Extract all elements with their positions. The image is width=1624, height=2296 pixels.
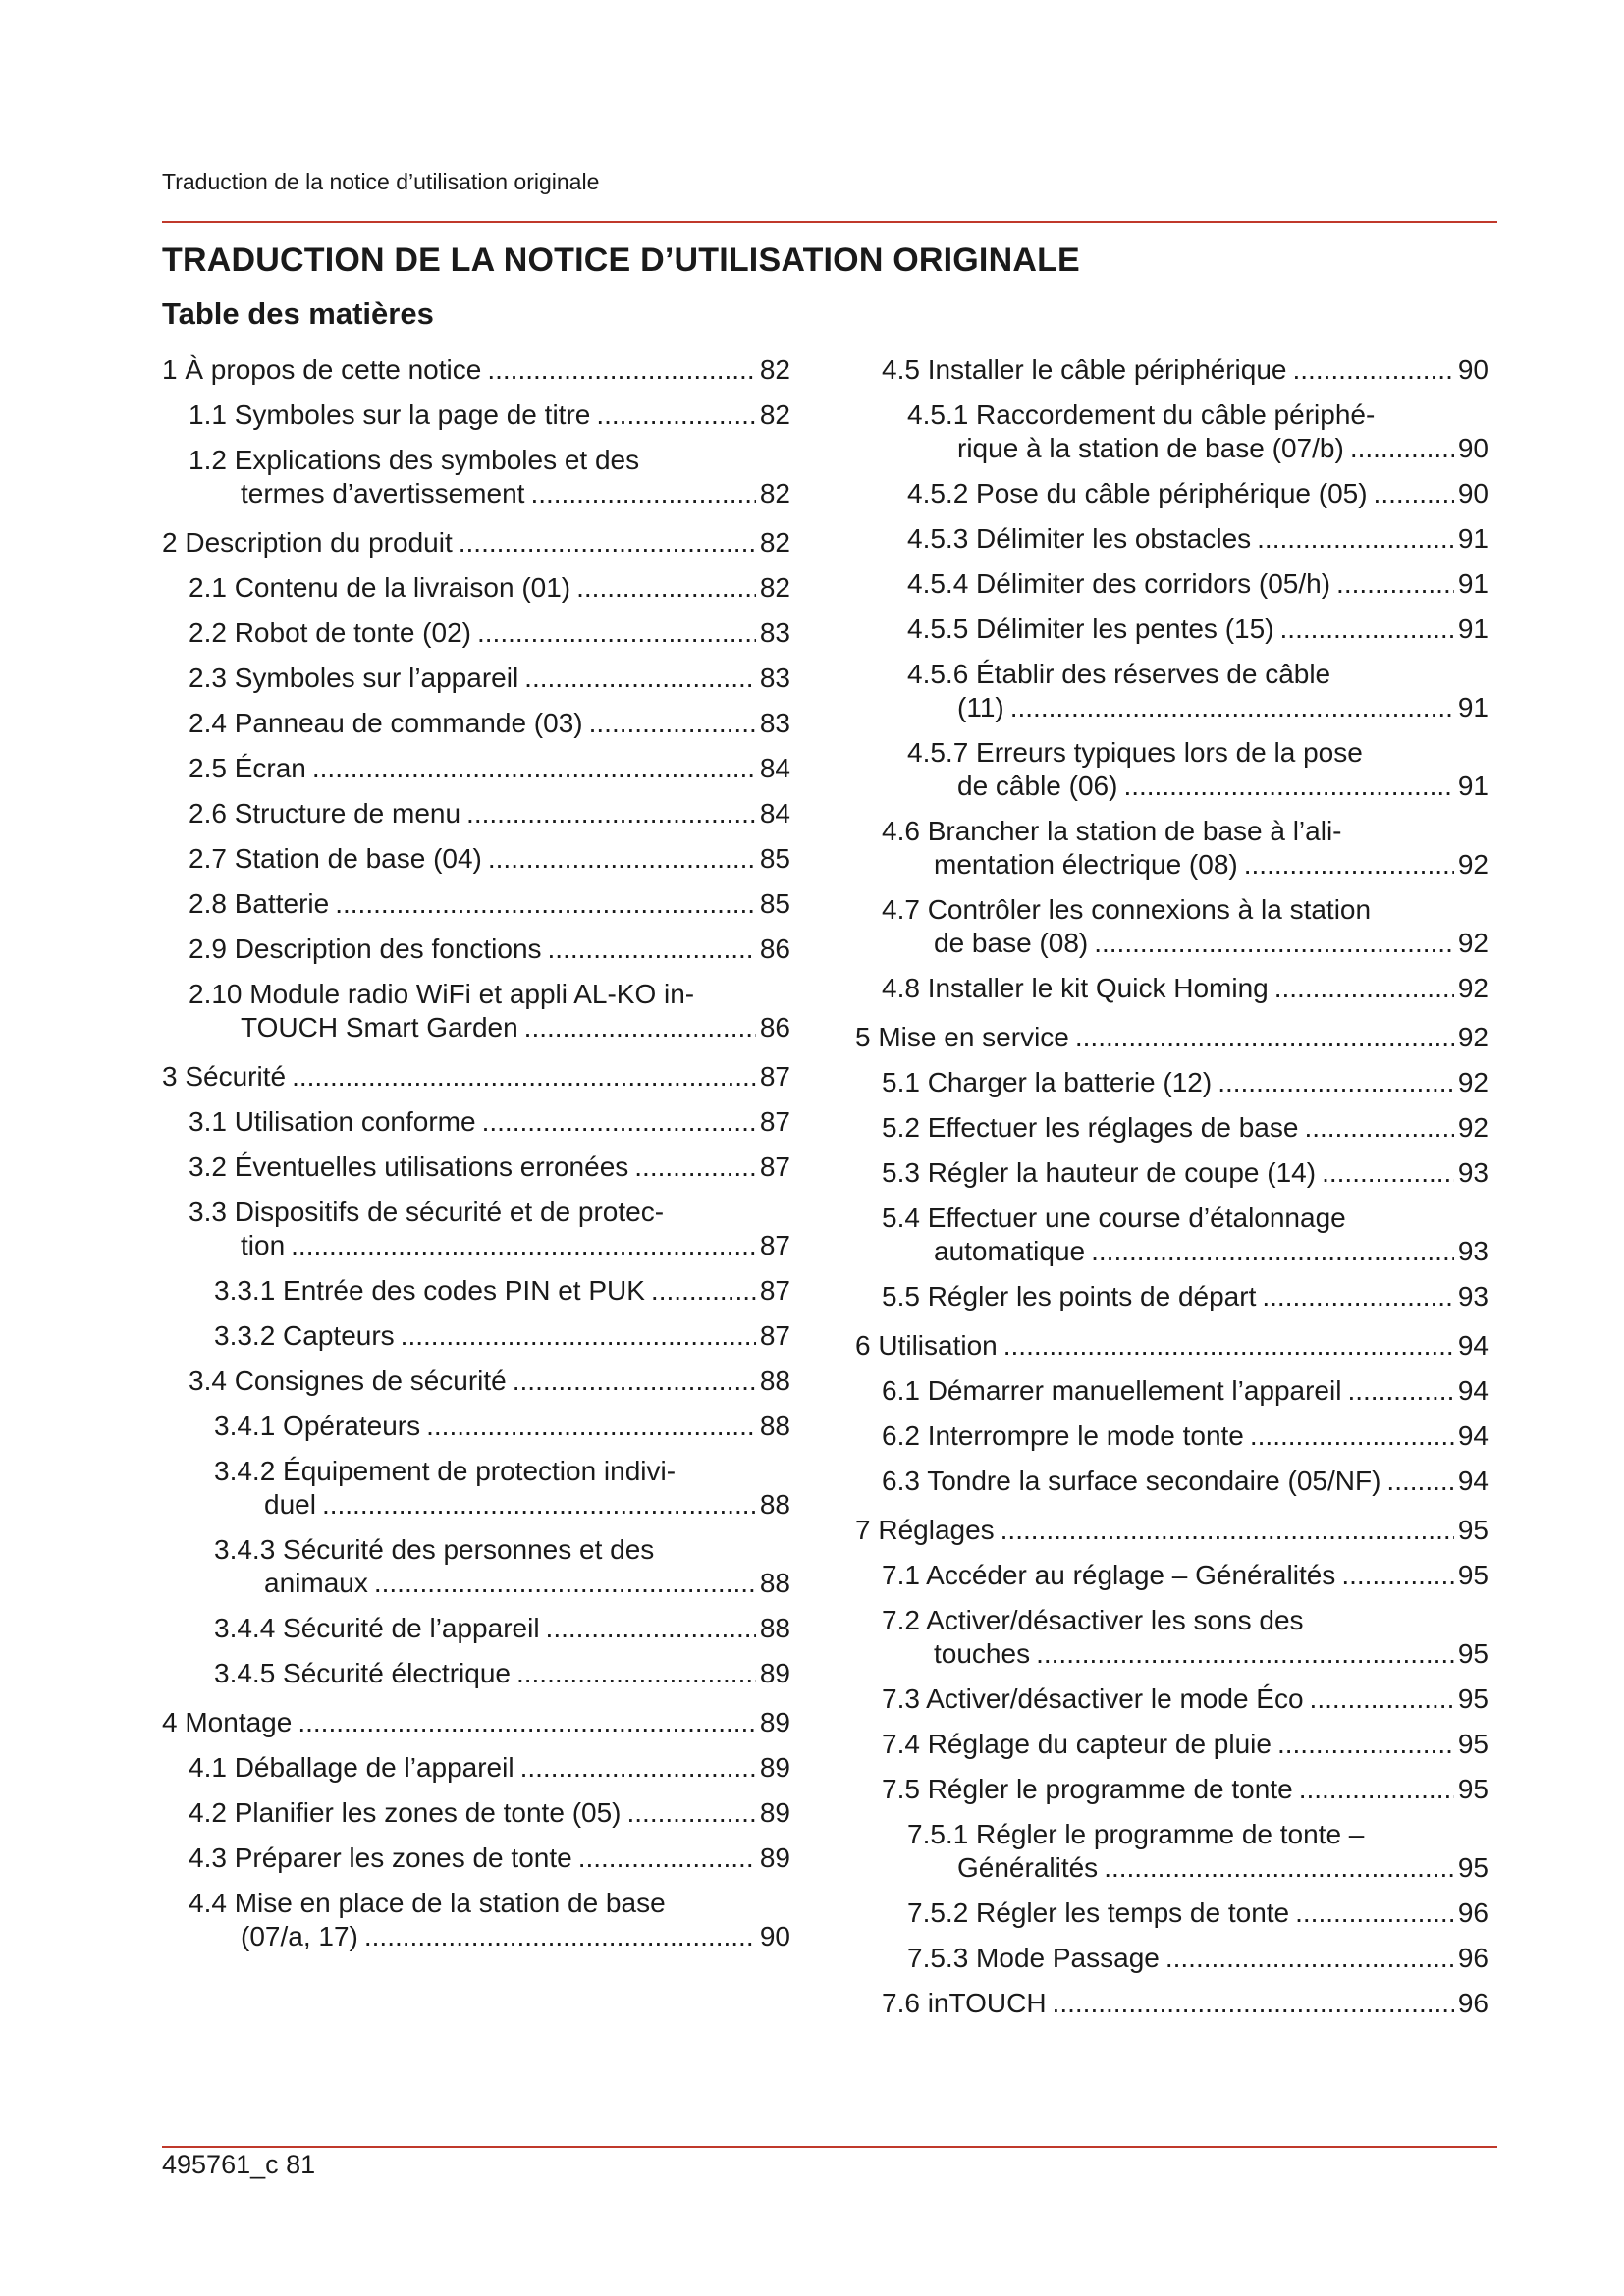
toc-page-number: 93	[1457, 1236, 1489, 1266]
toc-entry-title: 5.3 Régler la hauteur de coupe (14)	[882, 1157, 1317, 1188]
toc-entry-title: 3.4 Consignes de sécurité	[189, 1365, 507, 1396]
toc-entry-title: 5.5 Régler les points de départ	[882, 1281, 1257, 1311]
toc-page-number: 91	[1457, 692, 1489, 722]
dot-leader	[1010, 691, 1454, 724]
dot-leader	[1250, 1419, 1454, 1453]
dot-leader	[1336, 567, 1454, 601]
toc-page-number: 94	[1457, 1420, 1489, 1451]
toc-page-number: 94	[1457, 1330, 1489, 1361]
toc-page-number: 91	[1457, 568, 1489, 599]
running-header: Traduction de la notice d’utilisation originale	[162, 169, 600, 194]
toc-page-number: 96	[1457, 1943, 1489, 1973]
dot-leader	[576, 571, 756, 605]
toc-entry-title: 4.3 Préparer les zones de tonte	[189, 1842, 572, 1873]
toc-page-number: 90	[759, 1921, 790, 1951]
toc-entry[interactable]	[189, 1751, 790, 1785]
toc-entry-title: 3.3 Dispositifs de sécurité et de protec-	[189, 1197, 665, 1227]
toc-entry[interactable]	[214, 1657, 790, 1690]
toc-page-number: 95	[1457, 1683, 1489, 1714]
toc-entry-title-continued: de câble (06)	[957, 771, 1118, 801]
toc-entry[interactable]	[907, 477, 1489, 510]
toc-page-number: 89	[759, 1752, 790, 1783]
toc-entry-title: 4.8 Installer le kit Quick Homing	[882, 973, 1269, 1003]
footer-doc-ref: 495761_c 81	[162, 2150, 316, 2179]
toc-entry-title: 2.10 Module radio WiFi et appli AL-KO in-	[189, 979, 695, 1009]
toc-page-number: 82	[759, 527, 790, 558]
toc-entry-title-continued: rique à la station de base (07/b)	[957, 433, 1344, 463]
toc-entry[interactable]	[882, 1773, 1489, 1806]
toc-page-number: 84	[759, 753, 790, 783]
dot-leader	[364, 1920, 756, 1953]
dot-leader	[1347, 1374, 1453, 1408]
dot-leader	[298, 1706, 756, 1739]
dot-leader	[548, 933, 756, 966]
dot-leader	[1341, 1559, 1454, 1592]
toc-page-number: 88	[759, 1489, 790, 1520]
toc-entry-title: 6.3 Tondre la surface secondaire (05/NF)	[882, 1466, 1381, 1496]
toc-entry[interactable]	[907, 658, 1489, 724]
toc-page-number: 92	[1457, 1112, 1489, 1143]
toc-entry-title: 3.4.4 Sécurité de l’appareil	[214, 1613, 540, 1643]
toc-entry-title: 4.1 Déballage de l’appareil	[189, 1752, 514, 1783]
toc-entry[interactable]	[189, 616, 790, 650]
toc-entry[interactable]	[882, 1156, 1489, 1190]
toc-entry[interactable]	[214, 1319, 790, 1353]
dot-leader	[1322, 1156, 1454, 1190]
toc-page-number: 87	[759, 1275, 790, 1306]
toc-entry[interactable]	[189, 752, 790, 785]
toc-entry[interactable]	[855, 1329, 1489, 1362]
toc-entry-title: 3.4.5 Sécurité électrique	[214, 1658, 511, 1688]
dot-leader	[482, 1105, 756, 1139]
toc-page-number: 88	[759, 1568, 790, 1598]
toc-page-number: 95	[1457, 1638, 1489, 1669]
toc-entry-title: 7.5.1 Régler le programme de tonte –	[907, 1819, 1365, 1849]
toc-entry[interactable]	[907, 1818, 1489, 1885]
toc-page-number: 87	[759, 1061, 790, 1092]
toc-entry[interactable]	[907, 522, 1489, 556]
toc-entry-title: 7.5.3 Mode Passage	[907, 1943, 1160, 1973]
dot-leader	[374, 1567, 756, 1600]
toc-entry-title: 7 Réglages	[855, 1515, 995, 1545]
dot-leader	[1274, 972, 1454, 1005]
toc-page-number: 96	[1457, 1988, 1489, 2018]
dot-leader	[1257, 522, 1454, 556]
toc-entry-title: 2.8 Batterie	[189, 888, 330, 919]
toc-entry-title: 3.1 Utilisation conforme	[189, 1106, 476, 1137]
toc-entry-title: 2.9 Description des fonctions	[189, 934, 542, 964]
toc-entry-title: 3.4.1 Opérateurs	[214, 1411, 421, 1441]
toc-entry-title: 2 Description du produit	[162, 527, 453, 558]
toc-page-number: 87	[759, 1230, 790, 1260]
toc-page-number: 88	[759, 1411, 790, 1441]
dot-leader	[1295, 1896, 1454, 1930]
toc-page-number: 90	[1457, 478, 1489, 508]
toc-page-number: 94	[1457, 1375, 1489, 1406]
toc-entry[interactable]	[882, 353, 1489, 387]
toc-entry-title: 4.7 Contrôler les connexions à la station	[882, 894, 1372, 925]
toc-entry-title: 4.4 Mise en place de la station de base	[189, 1888, 666, 1918]
toc-entry[interactable]	[882, 1280, 1489, 1313]
toc-entry-title: 4.5.4 Délimiter des corridors (05/h)	[907, 568, 1331, 599]
dot-leader	[520, 1751, 756, 1785]
toc-entry-title: 4.2 Planifier les zones de tonte (05)	[189, 1797, 622, 1828]
toc-entry-title: 7.2 Activer/désactiver les sons des	[882, 1605, 1304, 1635]
toc-page-number: 82	[759, 478, 790, 508]
dot-leader	[1001, 1514, 1454, 1547]
toc-entry-title: 7.5 Régler le programme de tonte	[882, 1774, 1293, 1804]
toc-entry[interactable]	[882, 1604, 1489, 1671]
toc-page-number: 87	[759, 1106, 790, 1137]
toc-entry[interactable]	[189, 978, 790, 1044]
document-title: TRADUCTION DE LA NOTICE D’UTILISATION ORIGINALE	[162, 241, 1080, 279]
toc-page-number: 89	[759, 1707, 790, 1737]
header-rule	[162, 221, 1497, 223]
toc-entry[interactable]	[189, 797, 790, 830]
toc-page-number: 87	[759, 1151, 790, 1182]
toc-entry-title: 1.1 Symboles sur la page de titre	[189, 400, 591, 430]
toc-page-number: 95	[1457, 1560, 1489, 1590]
toc-page-number: 95	[1457, 1774, 1489, 1804]
toc-page-number: 82	[759, 400, 790, 430]
toc-entry[interactable]	[882, 1682, 1489, 1716]
toc-entry-title: 1 À propos de cette notice	[162, 354, 482, 385]
toc-page-number: 92	[1457, 1067, 1489, 1097]
dot-leader	[1218, 1066, 1454, 1099]
toc-page-number: 92	[1457, 1022, 1489, 1052]
toc-entry[interactable]	[907, 1942, 1489, 1975]
dot-leader	[477, 616, 756, 650]
toc-entry-title-continued: tion	[241, 1230, 286, 1260]
toc-entry-title-continued: Généralités	[957, 1852, 1099, 1883]
toc-entry-title-continued: (07/a, 17)	[241, 1921, 358, 1951]
toc-entry[interactable]	[882, 972, 1489, 1005]
dot-leader	[312, 752, 756, 785]
toc-entry-title: 4.5.7 Erreurs typiques lors de la pose	[907, 737, 1363, 768]
toc-entry[interactable]	[189, 707, 790, 740]
toc-entry[interactable]	[882, 893, 1489, 960]
toc-entry[interactable]	[189, 1364, 790, 1398]
toc-entry-title: 6 Utilisation	[855, 1330, 998, 1361]
dot-leader	[1304, 1111, 1453, 1145]
toc-entry[interactable]	[214, 1533, 790, 1600]
toc-page-number: 91	[1457, 523, 1489, 554]
toc-entry-title: 7.1 Accéder au réglage – Généralités	[882, 1560, 1336, 1590]
toc-page-number: 84	[759, 798, 790, 828]
toc-page-number: 86	[759, 934, 790, 964]
toc-entry[interactable]	[189, 444, 790, 510]
dot-leader	[1053, 1987, 1454, 2020]
toc-page-number: 90	[1457, 354, 1489, 385]
dot-leader	[1244, 848, 1454, 881]
toc-entry[interactable]	[189, 1842, 790, 1875]
toc-page-number: 83	[759, 617, 790, 648]
toc-entry[interactable]	[882, 1111, 1489, 1145]
toc-page-number: 87	[759, 1320, 790, 1351]
toc-page-number: 85	[759, 888, 790, 919]
toc-entry[interactable]	[214, 1455, 790, 1522]
toc-entry-title: 3.4.2 Équipement de protection indivi-	[214, 1456, 677, 1486]
toc-entry-title: 2.7 Station de base (04)	[189, 843, 482, 874]
toc-page-number: 89	[759, 1842, 790, 1873]
toc-entry-title-continued: (11)	[957, 692, 1004, 722]
toc-page-number: 83	[759, 708, 790, 738]
toc-entry-title: 4.5.3 Délimiter les obstacles	[907, 523, 1252, 554]
toc-entry-title: 5.1 Charger la batterie (12)	[882, 1067, 1213, 1097]
toc-entry-title-continued: mentation électrique (08)	[934, 849, 1238, 880]
toc-entry-title: 4.6 Brancher la station de base à l’ali-	[882, 816, 1342, 846]
toc-entry-title-continued: termes d’avertissement	[241, 478, 525, 508]
toc-entry-title: 7.6 inTOUCH	[882, 1988, 1047, 2018]
dot-leader	[626, 1796, 755, 1830]
toc-entry-title-continued: touches	[934, 1638, 1031, 1669]
toc-entry[interactable]	[882, 1066, 1489, 1099]
dot-leader	[1165, 1942, 1454, 1975]
toc-entry[interactable]	[882, 1987, 1489, 2020]
toc-entry[interactable]	[189, 1796, 790, 1830]
toc-entry-title: 2.6 Structure de menu	[189, 798, 461, 828]
dot-leader	[426, 1410, 756, 1443]
toc-entry[interactable]	[882, 1465, 1489, 1498]
toc-entry-title: 6.2 Interrompre le mode tonte	[882, 1420, 1244, 1451]
dot-leader	[487, 353, 756, 387]
toc-entry[interactable]	[162, 1060, 790, 1094]
toc-page-number: 95	[1457, 1852, 1489, 1883]
dot-leader	[1091, 1235, 1454, 1268]
toc-entry-title: 5.2 Effectuer les réglages de base	[882, 1112, 1299, 1143]
toc-page-number: 88	[759, 1365, 790, 1396]
dot-leader	[1292, 353, 1453, 387]
dot-leader	[322, 1488, 756, 1522]
dot-leader	[1262, 1280, 1453, 1313]
toc-entry[interactable]	[162, 353, 790, 387]
toc-entry[interactable]	[189, 842, 790, 876]
toc-entry-title-continued: automatique	[934, 1236, 1086, 1266]
toc-heading: Table des matières	[162, 296, 434, 331]
toc-entry[interactable]	[162, 1706, 790, 1739]
dot-leader	[1036, 1637, 1454, 1671]
dot-leader	[1277, 1728, 1454, 1761]
dot-leader	[1374, 477, 1454, 510]
dot-leader	[1310, 1682, 1454, 1716]
toc-entry[interactable]	[189, 1150, 790, 1184]
toc-page-number: 93	[1457, 1157, 1489, 1188]
dot-leader	[1075, 1021, 1454, 1054]
dot-leader	[1386, 1465, 1453, 1498]
toc-page-number: 92	[1457, 849, 1489, 880]
dot-leader	[546, 1612, 756, 1645]
footer-rule	[162, 2146, 1497, 2148]
toc-entry-title: 4 Montage	[162, 1707, 293, 1737]
dot-leader	[596, 399, 756, 432]
toc-entry[interactable]	[162, 526, 790, 560]
toc-entry-title: 3 Sécurité	[162, 1061, 287, 1092]
dot-leader	[292, 1060, 756, 1094]
dot-leader	[524, 662, 756, 695]
toc-entry[interactable]	[189, 887, 790, 921]
toc-column-right	[855, 353, 1489, 2020]
dot-leader	[459, 526, 756, 560]
toc-page-number: 89	[759, 1797, 790, 1828]
dot-leader	[589, 707, 756, 740]
toc-entry-title: 2.4 Panneau de commande (03)	[189, 708, 583, 738]
toc-page-number: 82	[759, 354, 790, 385]
toc-entry[interactable]	[189, 1196, 790, 1262]
toc-entry-title: 7.3 Activer/désactiver le mode Éco	[882, 1683, 1304, 1714]
toc-entry-title-continued: TOUCH Smart Garden	[241, 1012, 518, 1042]
dot-leader	[401, 1319, 756, 1353]
dot-leader	[1094, 927, 1454, 960]
dot-leader	[488, 842, 756, 876]
toc-entry[interactable]	[907, 567, 1489, 601]
toc-entry[interactable]	[907, 399, 1489, 465]
dot-leader	[530, 477, 755, 510]
toc-entry[interactable]	[907, 736, 1489, 803]
toc-entry[interactable]	[907, 613, 1489, 646]
toc-column-left	[162, 353, 790, 1953]
toc-entry[interactable]	[214, 1274, 790, 1308]
toc-entry[interactable]	[189, 1887, 790, 1953]
dot-leader	[335, 887, 756, 921]
toc-entry-title-continued: animaux	[264, 1568, 368, 1598]
toc-entry-title: 4.5.6 Établir des réserves de câble	[907, 659, 1331, 689]
toc-entry-title: 1.2 Explications des symboles et des	[189, 445, 640, 475]
dot-leader	[651, 1274, 756, 1308]
toc-page-number: 86	[759, 1012, 790, 1042]
toc-entry-title: 4.5.1 Raccordement du câble périphé-	[907, 400, 1376, 430]
toc-entry-title-continued: de base (08)	[934, 928, 1089, 958]
toc-entry[interactable]	[189, 571, 790, 605]
toc-entry-title: 5.4 Effectuer une course d’étalonnage	[882, 1202, 1346, 1233]
toc-entry[interactable]	[882, 1728, 1489, 1761]
dot-leader	[513, 1364, 756, 1398]
dot-leader	[1104, 1851, 1454, 1885]
toc-entry-title: 7.4 Réglage du capteur de pluie	[882, 1729, 1272, 1759]
dot-leader	[1003, 1329, 1454, 1362]
toc-page-number: 92	[1457, 973, 1489, 1003]
toc-entry[interactable]	[907, 1896, 1489, 1930]
toc-page-number: 82	[759, 572, 790, 603]
toc-entry[interactable]	[855, 1514, 1489, 1547]
dot-leader	[1299, 1773, 1454, 1806]
toc-entry-title: 3.3.2 Capteurs	[214, 1320, 395, 1351]
toc-entry-title: 7.5.2 Régler les temps de tonte	[907, 1897, 1290, 1928]
toc-page-number: 93	[1457, 1281, 1489, 1311]
toc-entry-title: 5 Mise en service	[855, 1022, 1069, 1052]
toc-entry-title: 2.3 Symboles sur l’appareil	[189, 663, 519, 693]
toc-entry[interactable]	[882, 1201, 1489, 1268]
toc-entry-title: 3.4.3 Sécurité des personnes et des	[214, 1534, 655, 1565]
toc-page-number: 85	[759, 843, 790, 874]
dot-leader	[1280, 613, 1454, 646]
dot-leader	[1123, 770, 1453, 803]
toc-entry[interactable]	[189, 399, 790, 432]
toc-entry-title: 3.3.1 Entrée des codes PIN et PUK	[214, 1275, 645, 1306]
dot-leader	[578, 1842, 756, 1875]
toc-entry[interactable]	[882, 1374, 1489, 1408]
toc-entry[interactable]	[855, 1021, 1489, 1054]
toc-entry[interactable]	[882, 815, 1489, 881]
toc-entry-title: 2.5 Écran	[189, 753, 306, 783]
toc-entry-title: 2.1 Contenu de la livraison (01)	[189, 572, 571, 603]
dot-leader	[634, 1150, 756, 1184]
toc-page-number: 92	[1457, 928, 1489, 958]
toc-page-number: 95	[1457, 1729, 1489, 1759]
dot-leader	[291, 1229, 756, 1262]
toc-entry-title: 6.1 Démarrer manuellement l’appareil	[882, 1375, 1342, 1406]
toc-entry[interactable]	[189, 662, 790, 695]
toc-page-number: 89	[759, 1658, 790, 1688]
toc-entry-title: 4.5.2 Pose du câble périphérique (05)	[907, 478, 1368, 508]
toc-entry[interactable]	[882, 1559, 1489, 1592]
toc-page-number: 91	[1457, 614, 1489, 644]
dot-leader	[516, 1657, 756, 1690]
toc-entry-title: 4.5.5 Délimiter les pentes (15)	[907, 614, 1274, 644]
toc-page-number: 88	[759, 1613, 790, 1643]
toc-page-number: 83	[759, 663, 790, 693]
toc-entry-title: 3.2 Éventuelles utilisations erronées	[189, 1151, 629, 1182]
toc-page-number: 95	[1457, 1515, 1489, 1545]
toc-entry-title: 4.5 Installer le câble périphérique	[882, 354, 1287, 385]
toc-entry[interactable]	[214, 1612, 790, 1645]
toc-entry[interactable]	[189, 1105, 790, 1139]
toc-page-number: 94	[1457, 1466, 1489, 1496]
dot-leader	[1350, 432, 1454, 465]
toc-entry[interactable]	[189, 933, 790, 966]
toc-page-number: 90	[1457, 433, 1489, 463]
dot-leader	[466, 797, 756, 830]
toc-entry-title-continued: duel	[264, 1489, 316, 1520]
toc-page-number: 96	[1457, 1897, 1489, 1928]
toc-entry[interactable]	[882, 1419, 1489, 1453]
toc-entry-title: 2.2 Robot de tonte (02)	[189, 617, 471, 648]
toc-entry[interactable]	[214, 1410, 790, 1443]
toc-page-number: 91	[1457, 771, 1489, 801]
dot-leader	[524, 1011, 756, 1044]
